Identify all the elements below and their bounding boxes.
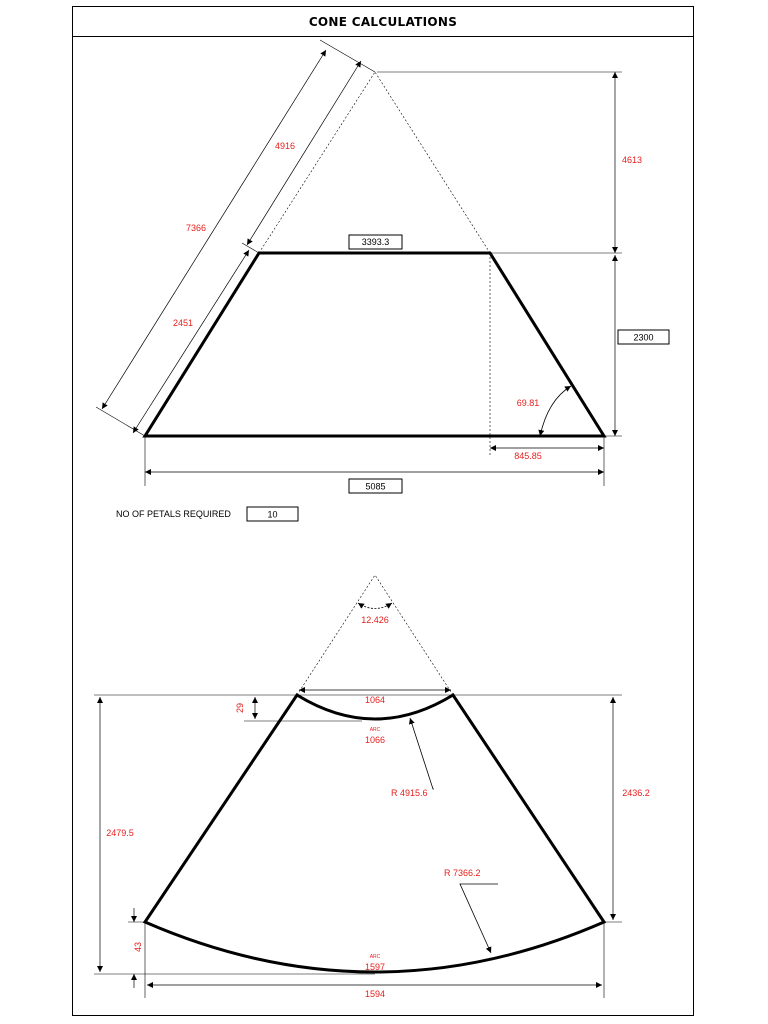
frustum-view	[96, 40, 669, 493]
petal-development	[94, 575, 650, 999]
slant-ext-top	[242, 243, 259, 253]
height-label: 2300	[633, 332, 654, 343]
outer-radius-leader	[460, 884, 498, 953]
left-height-label: 2479.5	[106, 828, 134, 838]
slant-frustum-dimension	[133, 250, 249, 433]
petal-angle-label: 12.426	[361, 615, 389, 625]
petals-required	[116, 507, 298, 521]
right-height-label: 2436.2	[622, 788, 650, 798]
apex-dashed-right	[375, 72, 490, 253]
angle-label: 69.81	[516, 398, 540, 408]
slant-ext-apex	[320, 40, 375, 72]
slant-ext-bottom	[96, 407, 145, 436]
offset-label: 845.85	[514, 451, 542, 461]
page-title: CONE CALCULATIONS	[308, 14, 458, 29]
inner-radius-leader	[410, 718, 434, 789]
angle-arc	[540, 386, 571, 436]
outer-radius-label: R 7366.2	[444, 868, 481, 878]
top-arc-label: 1066	[364, 735, 386, 745]
petal-apex-dashed-left	[297, 575, 375, 695]
bottom-arc-caption: ARC	[369, 954, 381, 960]
slant-apex-dimension	[247, 61, 361, 245]
petal-angle-arc	[358, 603, 392, 609]
bottom-rise-label: 43	[133, 941, 143, 953]
top-rise-label: 29	[235, 702, 245, 714]
bottom-chord-label: 1594	[364, 989, 386, 999]
frustum-outline	[145, 253, 604, 436]
apex-dashed-left	[259, 72, 375, 253]
top-arc-caption: ARC	[369, 727, 381, 733]
inner-radius-label: R 4915.6	[391, 788, 428, 798]
top-chord-label: 1064	[364, 695, 386, 705]
petal-apex-dashed-right	[375, 575, 453, 695]
slant-apex-label: 4916	[274, 141, 296, 151]
slant-total-dimension	[102, 50, 326, 409]
top-diameter-label: 3393.3	[361, 237, 390, 247]
petals-count: 10	[267, 509, 278, 520]
bottom-arc-label: 1597	[364, 962, 386, 972]
slant-frustum-label: 2451	[172, 318, 194, 328]
apex-height-label: 4613	[621, 155, 643, 165]
slant-total-label: 7366	[185, 223, 207, 233]
bottom-diameter-label: 5085	[365, 481, 386, 492]
petals-label: NO OF PETALS REQUIRED	[116, 509, 231, 519]
